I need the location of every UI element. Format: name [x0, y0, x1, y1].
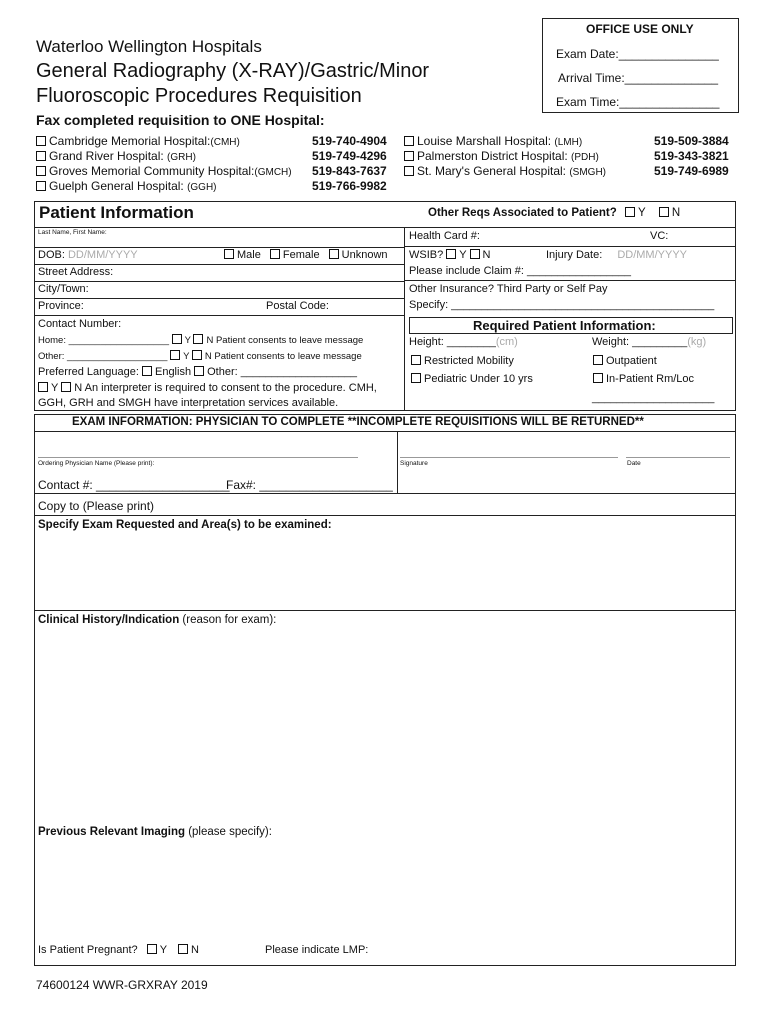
wsib-field[interactable]: [409, 249, 490, 261]
n-label: N: [190, 944, 199, 956]
y-label: Y: [637, 207, 646, 219]
height-field[interactable]: [409, 336, 518, 348]
checkbox-icon[interactable]: [411, 373, 421, 383]
claim-field[interactable]: Please include Claim #: _________________: [409, 265, 632, 277]
hospital-cmh[interactable]: [36, 134, 240, 148]
interpreter-field[interactable]: [38, 382, 377, 394]
arrival-time-field[interactable]: Arrival Time:______________: [558, 71, 719, 85]
specify-field[interactable]: Specify: ___________________________________________: [409, 299, 715, 311]
divider: [34, 493, 736, 494]
inpatient-option[interactable]: [593, 373, 694, 385]
hospital-ggh[interactable]: [36, 179, 217, 193]
checkbox-icon[interactable]: [193, 334, 203, 344]
clinical-bold: Clinical History/Indication: [38, 614, 180, 626]
previous-imaging-area[interactable]: [36, 842, 734, 937]
restricted-mobility-option[interactable]: [411, 355, 514, 367]
y-label: Y: [459, 249, 467, 261]
height-label: Height: ________: [409, 336, 496, 348]
vc-field[interactable]: VC:: [650, 230, 669, 242]
other-insurance-label: Other Insurance? Third Party or Self Pay: [409, 283, 608, 295]
inpatient-line[interactable]: ____________________: [592, 392, 715, 404]
male-option[interactable]: [224, 249, 261, 261]
checkbox-icon[interactable]: [224, 249, 234, 259]
checkbox-icon[interactable]: [593, 373, 603, 383]
signature-label: Signature: [400, 460, 428, 467]
divider: [34, 227, 736, 228]
other-reqs-question: [428, 207, 680, 219]
street-address-field[interactable]: Street Address:: [38, 266, 114, 278]
divider: [34, 610, 736, 611]
pregnant-label: Is Patient Pregnant?: [38, 944, 138, 956]
restricted-label: Restricted Mobility: [424, 355, 514, 367]
previous-imaging-label: [38, 826, 272, 838]
hospital-abbr: (GGH): [187, 182, 217, 193]
previous-rest: (please specify):: [185, 826, 272, 838]
pregnant-n[interactable]: [178, 944, 199, 956]
checkbox-icon[interactable]: [470, 249, 480, 259]
hospital-name: Louise Marshall Hospital:: [417, 134, 555, 148]
divider: [404, 246, 736, 247]
injury-date-field[interactable]: [546, 249, 687, 261]
checkbox-icon[interactable]: [404, 166, 414, 176]
exam-info-heading: EXAM INFORMATION: PHYSICIAN TO COMPLETE **INCOMPLETE REQUISITIONS WILL BE RETURNED**: [72, 416, 644, 428]
other-reqs-label: Other Reqs Associated to Patient?: [428, 207, 617, 219]
n-label: N: [671, 207, 681, 219]
checkbox-icon[interactable]: [404, 136, 414, 146]
checkbox-icon[interactable]: [178, 944, 188, 954]
unknown-label: Unknown: [341, 249, 388, 261]
consent-label: N Patient consents to leave message: [206, 335, 364, 346]
hospital-abbr: (GMCH): [254, 167, 292, 178]
physician-name-label: Ordering Physician Name (Please print):: [38, 460, 155, 467]
date-label: Date: [627, 460, 641, 467]
wsib-label: WSIB?: [409, 249, 444, 261]
checkbox-icon[interactable]: [147, 944, 157, 954]
other-reqs-y[interactable]: [625, 207, 646, 219]
exam-time-field[interactable]: Exam Time:_______________: [556, 95, 720, 109]
hospital-phone: 519-766-9982: [312, 179, 387, 193]
dob-placeholder: DD/MM/YYYY: [67, 249, 138, 261]
hospital-abbr: (PDH): [571, 152, 599, 163]
checkbox-icon[interactable]: [659, 207, 669, 217]
checkbox-icon[interactable]: [270, 249, 280, 259]
home-label: Home: ___________________: [38, 335, 170, 346]
checkbox-icon[interactable]: [170, 350, 180, 360]
checkbox-icon[interactable]: [411, 355, 421, 365]
y-label: Y: [159, 944, 167, 956]
hospital-name: St. Mary's General Hospital:: [417, 164, 570, 178]
form-code: 74600124 WWR-GRXRAY 2019: [36, 978, 208, 992]
pediatric-option[interactable]: [411, 373, 533, 385]
hospital-abbr: (SMGH): [569, 167, 607, 178]
female-option[interactable]: [270, 249, 320, 261]
checkbox-icon[interactable]: [38, 382, 48, 392]
checkbox-icon[interactable]: [36, 181, 46, 191]
fax-instruction: Fax completed requisition to ONE Hospital:: [36, 112, 325, 128]
outpatient-label: Outpatient: [606, 355, 657, 367]
signature-line[interactable]: [400, 457, 618, 458]
org-name: Waterloo Wellington Hospitals: [36, 37, 262, 56]
y-label: Y: [51, 382, 59, 394]
injury-date-label: Injury Date:: [546, 249, 603, 261]
hospital-phone: 519-749-4296: [312, 149, 387, 163]
clinical-history-label: [38, 614, 276, 626]
weight-label: Weight: _________: [592, 336, 688, 348]
specify-exam-label: Specify Exam Requested and Area(s) to be examined:: [38, 519, 332, 531]
divider: [34, 431, 736, 432]
patient-info-heading: Patient Information: [39, 203, 194, 222]
checkbox-icon[interactable]: [36, 136, 46, 146]
name-input[interactable]: [38, 236, 400, 246]
checkbox-icon[interactable]: [625, 207, 635, 217]
checkbox-icon[interactable]: [446, 249, 456, 259]
checkbox-icon[interactable]: [192, 350, 202, 360]
weight-unit: (kg): [687, 336, 707, 348]
male-label: Male: [237, 249, 261, 261]
hospital-phone: 519-509-3884: [654, 134, 729, 148]
physician-name-line[interactable]: [38, 457, 358, 458]
other-phone-field[interactable]: Other: ___________________ Y N Patient consents to leave message: [38, 351, 362, 362]
form-title-line2: Fluoroscopic Procedures Requisition: [36, 85, 362, 107]
copy-to-field[interactable]: Copy to (Please print): [38, 499, 155, 513]
name-field-label: Last Name, First Name:: [38, 229, 107, 236]
hospital-name: Grand River Hospital:: [49, 149, 168, 163]
required-info-heading: Required Patient Information:: [473, 318, 656, 333]
checkbox-icon[interactable]: [36, 166, 46, 176]
hospital-name: Guelph General Hospital:: [49, 179, 188, 193]
checkbox-icon[interactable]: [61, 382, 71, 392]
hospital-name: Cambridge Memorial Hospital:: [49, 134, 211, 148]
dob-field[interactable]: [38, 249, 138, 261]
n-label: N: [74, 382, 83, 394]
language-field[interactable]: [38, 366, 357, 378]
divider: [404, 227, 405, 411]
hospital-lmh[interactable]: [404, 134, 582, 148]
checkbox-icon[interactable]: [194, 366, 204, 376]
n-label: N: [482, 249, 491, 261]
hospital-phone: 519-343-3821: [654, 149, 729, 163]
other-reqs-n[interactable]: [659, 207, 680, 219]
divider: [34, 281, 404, 282]
weight-field[interactable]: [592, 336, 706, 348]
divider: [34, 247, 404, 248]
fax-field[interactable]: Fax#: ____________________: [226, 478, 393, 492]
hospital-phone: 519-843-7637: [312, 164, 387, 178]
hospital-name: Palmerston District Hospital:: [417, 149, 572, 163]
clinical-history-area[interactable]: [36, 630, 734, 820]
lmp-field[interactable]: Please indicate LMP:: [265, 944, 369, 956]
hospital-name: Groves Memorial Community Hospital:: [49, 164, 255, 178]
interpreter-text: An interpreter is required to consent to the procedure. CMH,: [84, 382, 377, 394]
other-label: Other: ___________________: [38, 351, 168, 362]
hospital-phone: 519-740-4904: [312, 134, 387, 148]
contact-number-label: Contact Number:: [38, 318, 122, 330]
date-line[interactable]: [626, 457, 730, 458]
pediatric-label: Pediatric Under 10 yrs: [424, 373, 533, 385]
other-language-label: Other: ___________________: [207, 366, 357, 378]
dob-label: DOB:: [38, 249, 65, 261]
city-field[interactable]: City/Town:: [38, 283, 89, 295]
divider: [34, 515, 736, 516]
language-label: Preferred Language:: [38, 366, 139, 378]
clinical-rest: (reason for exam):: [179, 614, 277, 626]
hospital-abbr: (CMH): [210, 137, 240, 148]
divider: [34, 264, 404, 265]
consent-label: N Patient consents to leave message: [204, 351, 362, 362]
inpatient-label: In-Patient Rm/Loc: [606, 373, 695, 385]
outpatient-option[interactable]: [593, 355, 657, 367]
checkbox-icon[interactable]: [404, 151, 414, 161]
pregnant-y[interactable]: [147, 944, 167, 956]
exam-date-field[interactable]: Exam Date:_______________: [556, 47, 719, 61]
home-phone-field[interactable]: Home: ___________________ Y N Patient consents to leave message: [38, 335, 364, 346]
hospital-phone: 519-749-6989: [654, 164, 729, 178]
checkbox-icon[interactable]: [172, 334, 182, 344]
health-card-field[interactable]: Health Card #:: [409, 230, 480, 242]
checkbox-icon[interactable]: [329, 249, 339, 259]
hospital-smgh[interactable]: [404, 164, 606, 178]
unknown-option[interactable]: [329, 249, 388, 261]
pregnant-question: [38, 944, 199, 956]
contact-field[interactable]: Contact #: ____________________: [38, 478, 230, 492]
office-use-title: OFFICE USE ONLY: [586, 22, 694, 36]
previous-bold: Previous Relevant Imaging: [38, 826, 185, 838]
hospital-gmch[interactable]: [36, 164, 292, 178]
divider: [34, 298, 404, 299]
hospital-grh[interactable]: [36, 149, 196, 163]
hospital-abbr: (GRH): [167, 152, 196, 163]
injury-date-placeholder: DD/MM/YYYY: [617, 249, 687, 261]
height-unit: (cm): [495, 336, 518, 348]
checkbox-icon[interactable]: [142, 366, 152, 376]
divider: [397, 431, 398, 493]
english-label: English: [154, 366, 192, 378]
divider: [404, 280, 736, 281]
hospital-abbr: (LMH): [554, 137, 583, 148]
postal-code-field[interactable]: Postal Code:: [266, 300, 329, 312]
province-field[interactable]: Province:: [38, 300, 84, 312]
sex-options: [224, 249, 388, 261]
female-label: Female: [282, 249, 320, 261]
specify-exam-area[interactable]: [36, 535, 734, 608]
form-title-line1: General Radiography (X-RAY)/Gastric/Minor: [36, 60, 430, 82]
checkbox-icon[interactable]: [593, 355, 603, 365]
interpreter-text-line2: GGH, GRH and SMGH have interpretation services available.: [38, 397, 339, 409]
hospital-pdh[interactable]: [404, 149, 599, 163]
checkbox-icon[interactable]: [36, 151, 46, 161]
divider: [34, 315, 404, 316]
